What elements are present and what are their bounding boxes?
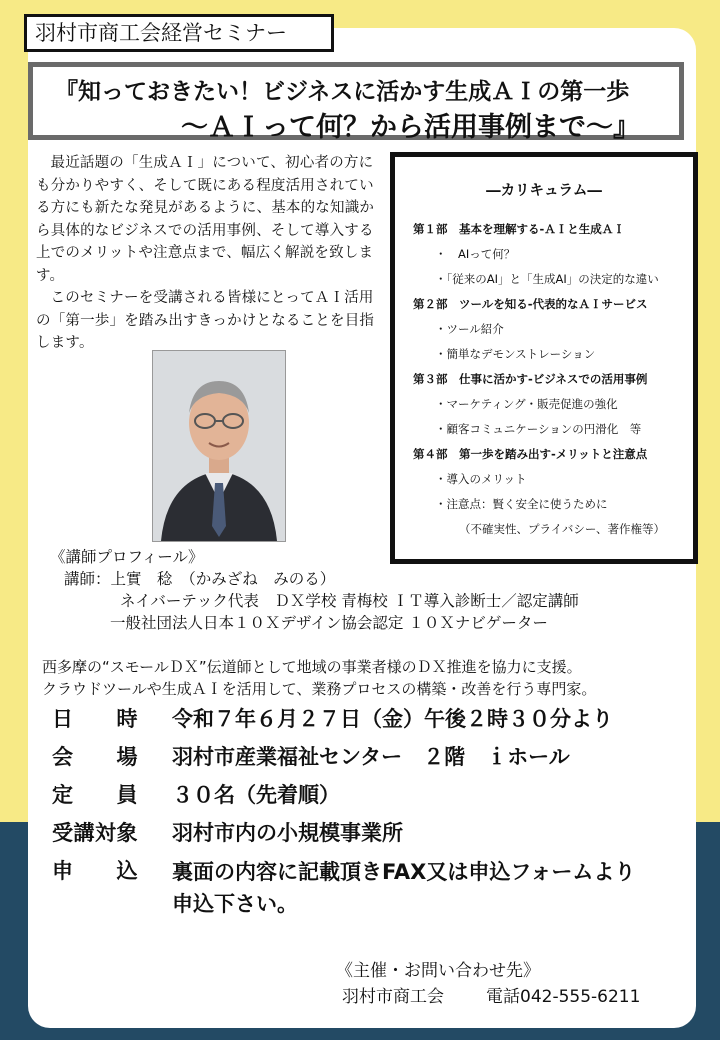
profile-heading: 《講師プロフィール》: [50, 548, 204, 566]
title-line-2: 〜ＡＩって何？から活用事例まで〜』: [181, 112, 640, 143]
instructor-profile: [50, 546, 579, 634]
intro-paragraph-2: このセミナーを受講される皆様にとってＡＩ活用の「第一歩」を踏み出すきっかけとなることを目指します。: [36, 290, 375, 351]
curriculum-part: 第４部 第一歩を踏み出す-メリットと注意点: [413, 447, 648, 461]
instructor-name: 講師：上實 稔 （かみざね みのる）: [64, 570, 336, 588]
curriculum-item: ・ツール紹介: [435, 322, 504, 336]
intro-text: [36, 152, 384, 355]
date-value: 令和７年６月２７日（金）午後２時３０分より: [172, 707, 613, 731]
curriculum-item: ・マーケティング・販売促進の強化: [435, 397, 618, 411]
person-portrait-icon: [153, 351, 285, 541]
title-line-1: 『知っておきたい！ビジネスに活かす生成ＡＩの第一歩: [55, 79, 630, 105]
apply-label: 申 込: [52, 859, 138, 883]
contact-info: [330, 958, 640, 1010]
curriculum-part: 第１部 基本を理解する-ＡＩと生成ＡＩ: [413, 222, 625, 236]
date-label: 日 時: [52, 707, 138, 731]
apply-value: [172, 856, 635, 920]
capacity-value: ３０名（先着順）: [172, 783, 340, 807]
title-box: [28, 62, 684, 143]
curriculum-title: ―カリキュラム―: [486, 183, 602, 199]
phone-number: 電話042-555-6211: [486, 987, 641, 1007]
apply-value-line-1: 裏面の内容に記載頂きFAX又は申込フォームより: [172, 860, 636, 884]
description-line-1: 西多摩の“スモールＤＸ”伝道師として地域の事業者様のＤＸ推進を協力に支援。: [42, 658, 582, 676]
intro-paragraph-1: 最近話題の「生成ＡＩ」について、初心者の方にも分かりやすく、そして既にある程度活用されている方にも新たな発見があるように、基本的な知識から具体的なビジネスでの活用事例、そして導入する上でのメリットや注意点まで、幅広く解説を致します。: [36, 155, 375, 284]
curriculum-item: ・ AIって何？: [435, 247, 516, 261]
venue-label: 会 場: [52, 745, 138, 769]
seminar-tag: 羽村市商工会経営セミナー: [24, 14, 334, 52]
instructor-title-2: 一般社団法人日本１０Ｘデザイン協会認定 １０Ｘナビゲーター: [110, 614, 548, 632]
instructor-description: [42, 656, 596, 700]
target-value: 羽村市内の小規模事業所: [172, 821, 403, 845]
curriculum-item: ・導入のメリット: [435, 472, 527, 486]
capacity-label: 定 員: [52, 783, 138, 807]
description-line-2: クラウドツールや生成ＡＩを活用して、業務プロセスの構築・改善を行う専門家。: [42, 680, 597, 698]
curriculum-box: [390, 152, 698, 564]
curriculum-item: ・「従来のAI」と「生成AI」の決定的な違い: [435, 272, 659, 286]
contact-line: [330, 984, 640, 1010]
instructor-title-1: ネイバーテック代表 ＤＸ学校 青梅校 ＩＴ導入診断士／認定講師: [120, 592, 579, 610]
target-label: 受講対象: [52, 821, 138, 845]
venue-value: 羽村市産業福祉センター ２階 ｉホール: [172, 745, 570, 769]
curriculum-item: ・顧客コミュニケーションの円滑化 等: [435, 422, 642, 436]
apply-value-line-2: 申込下さい。: [172, 892, 298, 916]
curriculum-item: ・簡単なデモンストレーション: [435, 347, 596, 361]
curriculum-item: （不確実性、プライバシー、著作権等）: [459, 522, 665, 536]
organizer-name: 羽村市商工会: [342, 987, 444, 1007]
curriculum-list: [413, 217, 687, 542]
curriculum-part: 第３部 仕事に活かす-ビジネスでの活用事例: [413, 372, 648, 386]
curriculum-part: 第２部 ツールを知る-代表的なＡＩサービス: [413, 297, 648, 311]
contact-heading: 《主催・お問い合わせ先》: [336, 961, 540, 981]
curriculum-item: ・注意点：賢く安全に使うために: [435, 497, 608, 511]
instructor-photo: [152, 350, 286, 542]
